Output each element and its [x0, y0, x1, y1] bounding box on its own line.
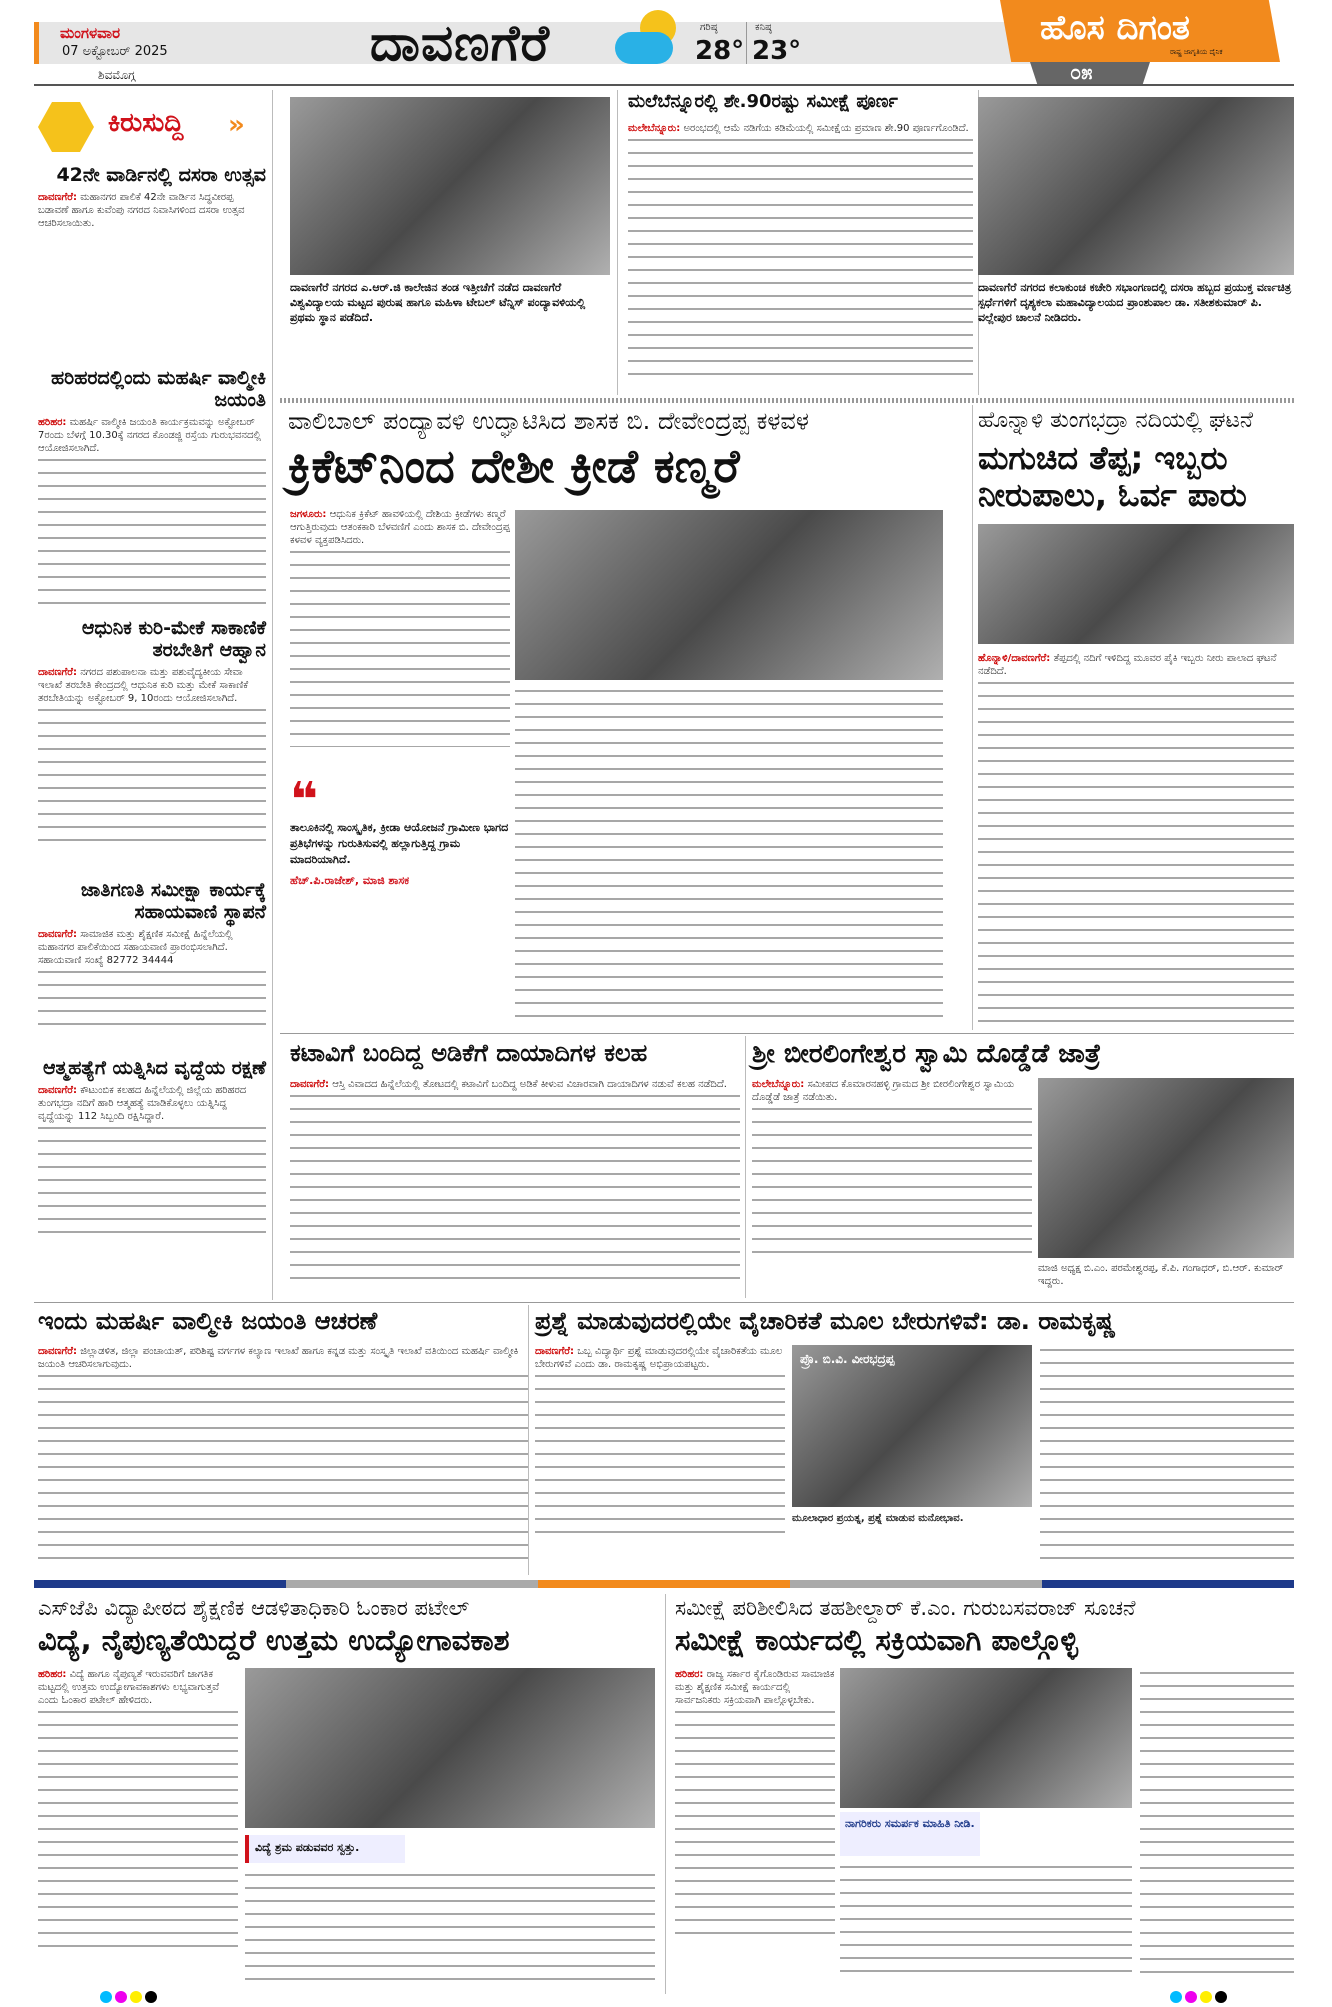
brief-title: ಆತ್ಮಹತ್ಯೆಗೆ ಯತ್ನಿಸಿದ ವೃದ್ದೆಯ ರಕ್ಷಣೆ [43, 1057, 266, 1079]
bottom-right-kicker: ಸಮೀಕ್ಷೆ ಪರಿಶೀಲಿಸಿದ ತಹಶೀಲ್ದಾರ್ ಕೆ.ಎಂ. ಗುರುಬಸವರಾಜ್ ಸೂಚನೆ [675, 1596, 1136, 1620]
section-divider [34, 1302, 1294, 1303]
dateline: ಹರಿಹರ: [675, 1669, 704, 1680]
story-text: ಅರಂಭದಲ್ಲಿ ಆಮೆ ನಡಿಗೆಯ ಕಡಿಮೆಯಲ್ಲಿ ಸಮೀಕ್ಷೆಯ ಪ್ರಮಾಣ ಶೇ.90 ಪೂರ್ಣಗೊಂಡಿದೆ. [683, 123, 969, 134]
max-label: ಗರಿಷ್ಠ [700, 22, 718, 33]
photo-caption: ದಾವಣಗೆರೆ ನಗರದ ಕಲಾಕುಂಚ ಕಚೇರಿ ಸಭಾಂಗಣದಲ್ಲಿ ದಸರಾ ಹಬ್ಬದ ಪ್ರಯುಕ್ತ ವರ್ಣಚಿತ್ರ ಸ್ಪರ್ಧೆಗಳಿಗೆ ದೃಶ್ಯಕಲಾ ಮಹಾವಿದ್ಯಾಲಯದ ಪ್ರಾಂಶುಪಾಲ ಡಾ. ಸತೀಶಕುಮಾರ್ ಪಿ. ವಲ್ಲೇಪುರ ಚಾಲನೆ ನೀಡಿದರು. [978, 281, 1292, 324]
dateline: ದಾವಣಗೆರೆ: [38, 1084, 77, 1096]
date: 07 ಅಕ್ಟೋಬರ್ 2025 [62, 44, 168, 59]
dateline: ಮಲೇಬೆನ್ನೂರು: [752, 1079, 805, 1090]
header-rule [34, 84, 1294, 86]
section-divider [280, 398, 1294, 403]
bottom-left-headline: ವಿದ್ಯೆ, ನೈಪುಣ್ಯತೆಯಿದ್ದರೆ ಉತ್ತಮ ಉದ್ಯೋಗಾವಕಾಶ [38, 1623, 510, 1657]
hand-icon [38, 102, 94, 152]
page-number: ೦೫ [1070, 60, 1093, 84]
story-text: ಒಬ್ಬ ವಿದ್ಯಾರ್ಥಿ ಪ್ರಶ್ನೆ ಮಾಡುವುದರಲ್ಲಿಯೇ ವೈಚಾರಿಕತೆಯ ಮೂಲ ಬೇರುಗಳಿವೆ ಎಂದು ಡಾ. ರಾಮಕೃಷ್ಣ ಅಭಿಪ್ರಾಯಪಟ್ಟರು. [535, 1346, 783, 1370]
brief-2 [38, 368, 266, 616]
katavi-headline: ಕಟಾವಿಗೆ ಬಂದಿದ್ದ ಅಡಿಕೆಗೆ ದಾಯಾದಿಗಳ ಕಲಹ [290, 1039, 648, 1067]
dateline: ಹೊನ್ನಾಳಿ/ದಾವಣಗೆರೆ: [978, 653, 1051, 664]
dateline: ದಾವಣಗೆರೆ: [38, 666, 77, 678]
photo-banner: ಪ್ರೊ. ಬಿ.ವಿ. ವೀರಭದ್ರಪ್ಪ [800, 1352, 895, 1366]
story-text: ಜಿಲ್ಲಾಡಳಿತ, ಜಿಲ್ಲಾ ಪಂಚಾಯತ್, ಪರಿಶಿಷ್ಟ ವರ್ಗಗಳ ಕಲ್ಯಾಣ ಇಲಾಖೆ ಹಾಗೂ ಕನ್ನಡ ಮತ್ತು ಸಂಸ್ಕೃತಿ ಇಲಾಖೆ ವತಿಯಿಂದ ಮಹರ್ಷಿ ವಾಲ್ಮೀಕಿ ಜಯಂತಿ ಆಚರಿಸಲಾಗುವುದು. [38, 1346, 519, 1370]
story-text: ಸಮೀಪದ ಕೊಮಾರನಹಳ್ಳಿ ಗ್ರಾಮದ ಶ್ರೀ ಬೀರಲಿಂಗೇಶ್ವರ ಸ್ವಾಮಿಯ ದೊಡ್ಡೆಡೆ ಜಾತ್ರೆ ನಡೆಯಿತು. [752, 1079, 1015, 1103]
dateline: ಜಗಳೂರು: [290, 509, 327, 520]
story-body [1040, 1345, 1294, 1570]
day: ಮಂಗಳವಾರ [60, 24, 121, 42]
quote-icon: ❝ [290, 772, 319, 828]
table-tennis-photo [290, 97, 610, 275]
divider [746, 22, 747, 64]
dateline: ಮಲೇಬೆನ್ನೂರು: [628, 123, 681, 134]
brief-4 [38, 880, 266, 1078]
registration-marks [100, 1988, 160, 2007]
kiru-suddi-header [38, 98, 258, 156]
brand-tagline: ರಾಷ್ಟ್ರ ಜಾಗೃತಿಯ ದೈನಿಕ [1170, 48, 1223, 56]
photo-caption: ಮಾಜಿ ಅಧ್ಯಕ್ಷ ಬಿ.ಎಂ. ಪರಮೇಶ್ವರಪ್ಪ, ಕೆ.ಪಿ. ಗಂಗಾಧರ್, ಬಿ.ಆರ್. ಕುಮಾರ್ ಇದ್ದರು. [1038, 1263, 1284, 1287]
column-rule [528, 1305, 529, 1575]
brief-text: ಕೌಟುಂಬಿಕ ಕಲಹದ ಹಿನ್ನೆಲೆಯಲ್ಲಿ ಜಿಲ್ಲೆಯ ಹರಿಹರದ ತುಂಗಭದ್ರಾ ನದಿಗೆ ಹಾರಿ ಆತ್ಮಹತ್ಯೆ ಮಾಡಿಕೊಳ್ಳಲು ಯತ್ನಿಸಿದ್ದ ವೃದ್ದೆಯನ್ನು 112 ಸಿಬ್ಬಂದಿ ರಕ್ಷಿಸಿದ್ದಾರೆ. [38, 1084, 247, 1122]
column-rule [617, 90, 618, 395]
honnali-kicker: ಹೊನ್ನಾಳಿ ತುಂಗಭದ್ರಾ ನದಿಯಲ್ಲಿ ಘಟನೆ [978, 408, 1254, 433]
column-rule [972, 405, 973, 1030]
bottom-left-kicker: ಎಸ್‌ಜೆಪಿ ವಿದ್ಯಾಪೀಠದ ಶೈಕ್ಷಣಿಕ ಆಡಳಿತಾಧಿಕಾರಿ ಓಂಕಾರ ಪಟೇಲ್ [38, 1596, 470, 1620]
main-kicker: ವಾಲಿಬಾಲ್ ಪಂದ್ಯಾವಳಿ ಉದ್ಘಾಟಿಸಿದ ಶಾಸಕ ಬಿ. ದೇವೇಂದ್ರಪ್ಪ ಕಳವಳ [288, 407, 809, 435]
story-body [515, 686, 943, 1026]
survey-photo [840, 1668, 1132, 1808]
jatre-photo [1038, 1078, 1294, 1258]
story-body [245, 1870, 655, 1980]
brief-1 [38, 165, 266, 311]
quote-text: ತಾಲೂಕಿನಲ್ಲಿ ಸಾಂಸ್ಕೃತಿಕ, ಕ್ರೀಡಾ ಆಯೋಜನೆ ಗ್ರಾಮೀಣ ಭಾಗದ ಪ್ರತಿಭೆಗಳನ್ನು ಗುರುತಿಸುವಲ್ಲಿ ಹಲ್ಲಾಗುತ್ತಿದ್ದ ಗ್ರಾಮ ಮಾದರಿಯಾಗಿದೆ. [290, 821, 509, 866]
photo-caption: ದಾವಣಗೆರೆ ನಗರದ ಎ.ಆರ್.ಜಿ ಕಾಲೇಜಿನ ತಂಡ ಇತ್ತೀಚೆಗೆ ನಡೆದ ದಾವಣಗೆರೆ ವಿಶ್ವವಿದ್ಯಾಲಯ ಮಟ್ಟದ ಪುರುಷ ಹಾಗೂ ಮಹಿಳಾ ಟೇಬಲ್ ಟೆನ್ನಿಸ್ ಪಂದ್ಯಾವಳಿಯಲ್ಲಿ ಪ್ರಥಮ ಸ್ಥಾನ ಪಡೆದಿದೆ. [290, 281, 586, 324]
dateline: ಹರಿಹರ: [38, 416, 67, 428]
min-label: ಕನಿಷ್ಠ [755, 22, 772, 33]
column-rule [665, 1594, 666, 1994]
highlight-box: ನಾಗರಿಕರು ಸಮರ್ಪಕ ಮಾಹಿತಿ ನೀಡಿ. [840, 1812, 980, 1856]
registration-marks [1170, 1988, 1230, 2007]
story-text: ರಾಜ್ಯ ಸರ್ಕಾರ ಕೈಗೊಂಡಿರುವ ಸಾಮಾಜಿಕ ಮತ್ತು ಶೈಕ್ಷಣಿಕ ಸಮೀಕ್ಷೆ ಕಾರ್ಯದಲ್ಲಿ ಸಾರ್ವಜನಿಕರು ಸಕ್ರಿಯವಾಗಿ ಪಾಲ್ಗೊಳ್ಳಬೇಕು. [675, 1669, 835, 1706]
valmiki-headline: ಇಂದು ಮಹರ್ಷಿ ವಾಲ್ಮೀಕಿ ಜಯಂತಿ ಆಚರಣೆ [38, 1307, 378, 1335]
brief-text: ಮಹರ್ಷಿ ವಾಲ್ಮೀಕಿ ಜಯಂತಿ ಕಾರ್ಯಕ್ರಮವನ್ನು ಅಕ್ಟೋಬರ್ 7ರಂದು ಬೆಳಗ್ಗೆ 10.30ಕ್ಕೆ ನಗರದ ಕೊಂಡಜ್ಜಿ ರಸ್ತೆಯ ಗುರುಭವನದಲ್ಲಿ ಆಯೋಜಿಸಲಾಗಿದೆ. [38, 416, 261, 454]
brief-title: ಹರಿಹರದಲ್ಲಿಂದು ಮಹರ್ಷಿ ವಾಲ್ಮೀಕಿ ಜಯಂತಿ [51, 367, 266, 411]
brief-title: 42ನೇ ವಾರ್ಡಿನಲ್ಲಿ ದಸರಾ ಉತ್ಸವ [56, 164, 266, 186]
bottom-right-headline: ಸಮೀಕ್ಷೆ ಕಾರ್ಯದಲ್ಲಿ ಸಕ್ರಿಯವಾಗಿ ಪಾಲ್ಗೊಳ್ಳಿ [675, 1623, 1079, 1657]
dateline: ದಾವಣಗೆರೆ: [38, 1346, 77, 1357]
kiru-title: ಕಿರುಸುದ್ದಿ [108, 108, 184, 138]
dateline: ದಾವಣಗೆರೆ: [290, 1079, 329, 1090]
accent-strip [34, 22, 39, 64]
quote-author: ಹೆಚ್.ಪಿ.ರಾಜೇಶ್, ಮಾಜಿ ಶಾಸಕ [290, 874, 410, 887]
story-text: ವಿದ್ಯೆ ಹಾಗೂ ನೈಪುಣ್ಯತೆ ಇರುವವರಿಗೆ ಜಾಗತಿಕ ಮಟ್ಟದಲ್ಲಿ ಉತ್ತಮ ಉದ್ಯೋಗಾವಕಾಶಗಳು ಲಭ್ಯವಾಗುತ್ತವೆ ಎಂದು ಓಂಕಾರ ಪಟೇಲ್ ಹೇಳಿದರು. [38, 1669, 220, 1706]
brief-text: ನಗರದ ಪಶುಪಾಲನಾ ಮತ್ತು ಪಶುವೈದ್ಯಕೀಯ ಸೇವಾ ಇಲಾಖೆ ತರಬೇತಿ ಕೇಂದ್ರದಲ್ಲಿ ಆಧುನಿಕ ಕುರಿ ಮತ್ತು ಮೇಕೆ ಸಾಕಾಣಿಕೆ ತರಬೇತಿಯನ್ನು ಅಕ್ಟೋಬರ್ 9, 10ರಂದು ಆಯೋಜಿಸಲಾಗಿದೆ. [38, 666, 249, 704]
brief-3 [38, 618, 266, 866]
highlight-box: ವಿದ್ಯೆ ಶ್ರಮ ಪಡುವವರ ಸ್ವತ್ತು. [245, 1835, 405, 1863]
cricket-event-photo [515, 510, 943, 680]
beera-headline: ಶ್ರೀ ಬೀರಲಿಂಗೇಶ್ವರ ಸ್ವಾಮಿ ದೊಡ್ಡೆಡೆ ಜಾತ್ರೆ [752, 1039, 1101, 1069]
prashne-headline: ಪ್ರಶ್ನೆ ಮಾಡುವುದರಲ್ಲಿಯೇ ವೈಚಾರಿಕತೆ ಮೂಲ ಬೇರುಗಳಿವೆ: ಡಾ. ರಾಮಕೃಷ್ಣ [535, 1307, 1116, 1335]
story-text: ತೆಪ್ಪದಲ್ಲಿ ನದಿಗೆ ಇಳಿದಿದ್ದ ಮೂವರ ಪೈಕಿ ಇಬ್ಬರು ನೀರು ಪಾಲಾದ ಘಟನೆ ನಡೆದಿದೆ. [978, 653, 1277, 677]
pull-quote [290, 772, 510, 1010]
story-title: ಮಲೆಬೆನ್ನೂರಲ್ಲಿ ಶೇ.90ರಷ್ಟು ಸಮೀಕ್ಷೆ ಪೂರ್ಣ [628, 91, 898, 112]
dateline: ದಾವಣಗೆರೆ: [38, 191, 77, 203]
honnali-headline: ಮಗುಚಿದ ತೆಪ್ಪ; ಇಬ್ಬರು ನೀರುಪಾಲು, ಓರ್ವ ಪಾರು [978, 439, 1247, 514]
story-text: ಆಧುನಿಕ ಕ್ರಿಕೆಟ್ ಹಾವಳಿಯಲ್ಲಿ ದೇಶಿಯ ಕ್ರೀಡೆಗಳು ಕಣ್ಮರೆ ಆಗುತ್ತಿರುವುದು ಆತಂಕಕಾರಿ ಬೆಳವಣಿಗೆ ಎಂದು ಶಾಸಕ ಬಿ. ದೇವೇಂದ್ರಪ್ಪ ಕಳವಳ ವ್ಯಕ್ತಪಡಿಸಿದರು. [290, 509, 510, 546]
sjp-event-photo [245, 1668, 655, 1828]
brief-title: ಆಧುನಿಕ ಕುರಿ-ಮೇಕೆ ಸಾಕಾಣಿಕೆ ತರಬೇತಿಗೆ ಆಹ್ವಾನ [81, 617, 266, 661]
brief-text: ಸಾಮಾಜಿಕ ಮತ್ತು ಶೈಕ್ಷಣಿಕ ಸಮೀಕ್ಷೆ ಹಿನ್ನೆಲೆಯಲ್ಲಿ ಮಹಾನಗರ ಪಾಲಿಕೆಯಿಂದ ಸಹಾಯವಾಣಿ ಪ್ರಾರಂಭಿಸಲಾಗಿದೆ. ಸಹಾಯವಾಣಿ ಸಂಖ್ಯೆ 82772 34444 [38, 928, 233, 966]
min-temp: 23° [752, 36, 802, 66]
story-text: ಆಸ್ತಿ ವಿವಾದದ ಹಿನ್ನೆಲೆಯಲ್ಲಿ ತೋಟದಲ್ಲಿ ಕಟಾವಿಗೆ ಬಂದಿದ್ದ ಅಡಿಕೆ ಕೀಳುವ ವಿಚಾರವಾಗಿ ದಾಯಾದಿಗಳ ನಡುವೆ ಕಲಹ ನಡೆದಿದೆ. [332, 1079, 727, 1090]
section-divider [280, 1033, 1294, 1034]
dateline: ದಾವಣಗೆರೆ: [38, 928, 77, 940]
story-body [840, 1862, 1132, 1980]
max-temp: 28° [695, 36, 745, 66]
main-headline: ಕ್ರಿಕೆಟ್‌ನಿಂದ ದೇಶೀ ಕ್ರೀಡೆ ಕಣ್ಮರೆ [288, 439, 740, 493]
edition-title: ದಾವಣಗೆರೆ [370, 14, 550, 72]
brief-text: ಮಹಾನಗರ ಪಾಲಿಕೆ 42ನೇ ವಾರ್ಡಿನ ಸಿದ್ಧವೀರಪ್ಪ ಬಡಾವಣೆ ಹಾಗೂ ಕುವೆಂಪು ನಗರದ ನಿವಾಸಿಗಳಿಂದ ದಸರಾ ಉತ್ಸವ ಆಚರಿಸಲಾಯಿತು. [38, 191, 245, 229]
color-divider [34, 1580, 1294, 1588]
dateline: ಹರಿಹರ: [38, 1669, 67, 1680]
masthead-bar [34, 22, 1124, 64]
lecture-photo [792, 1345, 1032, 1507]
river-photo [978, 524, 1294, 644]
column-rule [745, 1036, 746, 1298]
chevrons-icon: » [228, 110, 245, 140]
photo-caption: ಮೂಲಾಧಾರ ಪ್ರಯತ್ನ, ಪ್ರಶ್ನೆ ಮಾಡುವ ಮನೋಭಾವ. [792, 1513, 964, 1524]
brief-title: ಜಾತಿಗಣತಿ ಸಮೀಕ್ಷಾ ಕಾರ್ಯಕ್ಕೆ ಸಹಾಯವಾಣಿ ಸ್ಥಾಪನೆ [80, 879, 266, 923]
story-body [1140, 1668, 1294, 1980]
column-rule [272, 90, 273, 1300]
dasara-painting-photo [978, 97, 1294, 275]
place: ಶಿವಮೊಗ್ಗ [98, 68, 136, 82]
cloud-icon [615, 32, 673, 64]
dateline: ದಾವಣಗೆರೆ: [535, 1346, 574, 1357]
brief-5 [38, 1058, 266, 1254]
brand-logo: ಹೊಸ ದಿಗಂತ [1040, 8, 1190, 48]
